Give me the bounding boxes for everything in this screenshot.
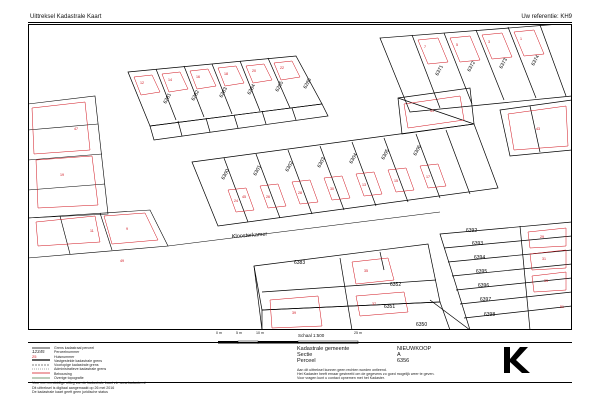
scale-label: Schaal 1:500 (298, 333, 325, 338)
map-legend (32, 346, 262, 394)
header-divider (28, 22, 572, 23)
info-row-parcel (297, 359, 431, 365)
parcel-number-r2e[interactable]: 6304 (348, 152, 359, 165)
house-number: 45 (242, 195, 246, 199)
parcel-number-6397[interactable]: 6397 (480, 297, 492, 303)
info-value: 6356 (397, 357, 410, 364)
house-number: 19 (60, 173, 64, 177)
house-number: 28 (298, 191, 302, 195)
parcel-number-6392[interactable]: 6392 (466, 228, 478, 234)
house-number: 41 (430, 109, 434, 113)
house-number: 51 (560, 305, 564, 309)
disclaimer (297, 368, 497, 381)
house-number: 15 (394, 179, 398, 183)
parcel-number-6351[interactable]: 6351 (384, 304, 396, 310)
disclaimer-line: Aan dit uittreksel kunnen geen rechten worden ontleend. (297, 368, 387, 372)
scale-tick-0: 0 m (216, 331, 222, 335)
house-number: 22 (280, 66, 284, 70)
info-key: Perceel (297, 357, 316, 364)
house-number: 49 (120, 259, 124, 263)
parcel-number-6350[interactable]: 6350 (416, 322, 428, 328)
legend-swatch (32, 376, 50, 381)
legend-note: Voor een eenduidige uitleg van de kadastrale kaart zie www.kadaster.nl (32, 381, 146, 386)
house-number: 17 (426, 175, 430, 179)
parcel-number-r2f[interactable]: 6305 (380, 148, 391, 161)
parcel-number-r2g[interactable]: 6306 (412, 144, 423, 157)
house-number: 37 (372, 302, 376, 306)
scale-tick-5: 5 m (236, 331, 242, 335)
disclaimer-line: Het Kadaster heeft ernaar gestreefd om de gegevens zo goed mogelijk weer te geven. (297, 372, 435, 377)
info-value: NIEUWKOOP (397, 346, 432, 352)
legend-label: Overige topografie (54, 376, 84, 381)
house-number: 11 (90, 229, 94, 233)
house-number: 33 (544, 279, 548, 283)
disclaimer-line: Voor vragen kunt u contact opnemen met het Kadaster. (297, 376, 385, 381)
parcel-number-r2d[interactable]: 6303 (316, 156, 327, 169)
house-number: 5 (456, 43, 458, 47)
scale-tick-10: 10 m (256, 331, 264, 335)
parcel-number-r3b[interactable]: 6372 (466, 60, 477, 73)
parcel-number-6383[interactable]: 6383 (294, 260, 306, 266)
parcel-number-r1f[interactable]: 6286 (302, 77, 313, 90)
house-number: 31 (542, 257, 546, 261)
map-title: Uittreksel Kadastrale Kaart (30, 14, 102, 20)
house-number: 1 (520, 37, 522, 41)
legend-divider (28, 342, 572, 343)
house-number: 13 (362, 183, 366, 187)
reference-label: Uw referentie: KH9 (521, 14, 572, 20)
parcel-number-r1b[interactable]: 6282 (190, 89, 201, 102)
street-name-label: Kloosterkamer (231, 231, 268, 240)
parcel-number-r3c[interactable]: 6373 (498, 57, 509, 70)
info-key: Sectie (297, 351, 313, 358)
info-value: A (397, 351, 401, 358)
parcel-number-6352[interactable]: 6352 (390, 282, 402, 288)
info-key: Kadastrale gemeente (297, 346, 350, 352)
legend-item-other-topography (32, 376, 262, 380)
legend-label: Voorlopige kadastrale grens (54, 363, 99, 368)
parcel-info (297, 347, 431, 364)
house-number: 29 (540, 235, 544, 239)
house-number: 7 (424, 45, 426, 49)
parcel-number-r3a[interactable]: 6371 (434, 64, 445, 77)
scale-tick-25: 25 m (354, 331, 362, 335)
parcel-number-r1c[interactable]: 6283 (218, 86, 229, 99)
parcel-number-6393[interactable]: 6393 (472, 241, 484, 247)
parcel-number-6395[interactable]: 6395 (476, 269, 488, 275)
legend-label: Bebouwing (54, 371, 72, 376)
legend-label: Grens kadastraal perceel (54, 346, 95, 350)
house-number: 26 (266, 195, 270, 199)
house-number: 14 (168, 78, 172, 82)
legend-sample-parcel-number: 12345 (32, 349, 45, 355)
house-number: 20 (252, 69, 256, 73)
legend-label: Administratieve kadastrale grens (54, 367, 107, 372)
house-number: 43 (536, 127, 540, 131)
parcel-number-6396[interactable]: 6396 (478, 283, 490, 289)
cadastral-map[interactable] (28, 24, 572, 330)
legend-note: Dit uittreksel is digitaal aangemaakt op 26 mei 2016 (32, 385, 115, 390)
map-background (28, 24, 572, 330)
parcel-number-r1d[interactable]: 6284 (246, 83, 257, 96)
legend-label: Vastgestelde kadastrale grens (54, 358, 103, 363)
legend-sample-house-number: 25 (32, 353, 37, 359)
parcel-number-r2b[interactable]: 6301 (252, 164, 263, 177)
legend-label: Perceelnummer (54, 350, 80, 355)
house-number: 16 (196, 75, 200, 79)
house-number: 24 (234, 199, 238, 203)
parcel-number-r2c[interactable]: 6302 (284, 160, 295, 173)
house-number: 9 (126, 227, 128, 231)
kadaster-logo-icon (500, 345, 534, 375)
house-number: 39 (292, 311, 296, 315)
legend-note: De kadastrale kaart geeft geen juridische status (32, 389, 108, 394)
house-number: 35 (364, 269, 368, 273)
parcel-number-r1a[interactable]: 6281 (162, 92, 173, 105)
parcel-number-6398[interactable]: 6398 (484, 312, 496, 318)
parcel-number-6394[interactable]: 6394 (474, 255, 486, 261)
legend-label: Huisnummer (54, 354, 75, 359)
house-number: 18 (224, 72, 228, 76)
house-number: 47 (74, 127, 78, 131)
house-number: 30 (330, 187, 334, 191)
house-number: 3 (488, 40, 490, 44)
parcel-number-r1e[interactable]: 6285 (274, 80, 285, 93)
legend-notes (32, 381, 262, 394)
parcel-number-r2a[interactable]: 6300 (220, 168, 231, 181)
house-number: 12 (140, 81, 144, 85)
parcel-number-r3d[interactable]: 6374 (530, 54, 541, 67)
